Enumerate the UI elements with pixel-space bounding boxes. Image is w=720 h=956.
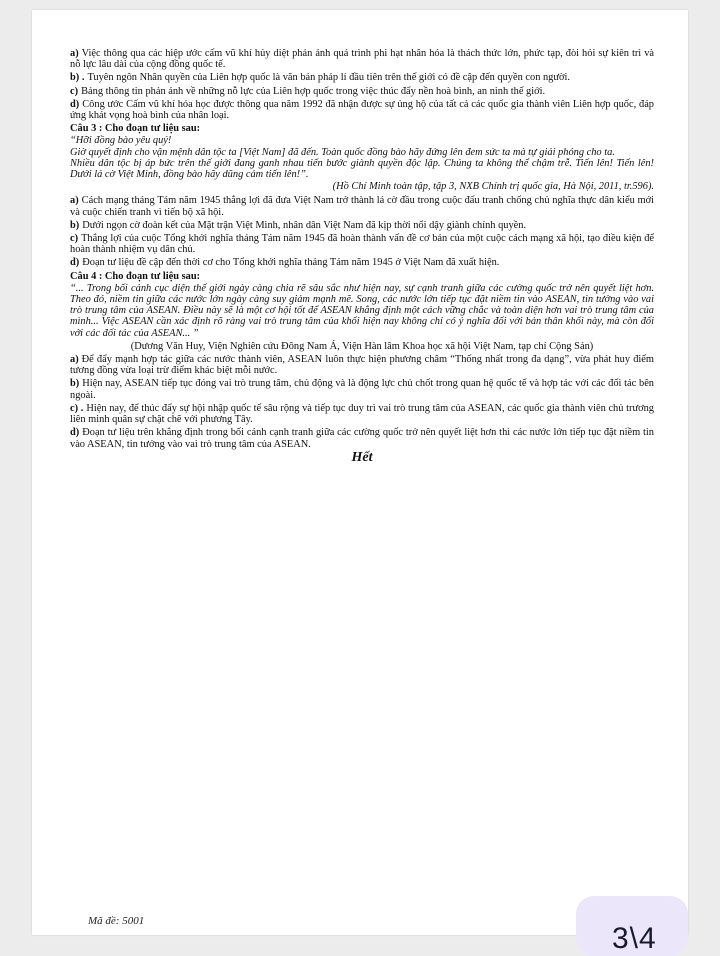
q3-quote-line: “Hỡi đồng bào yêu quý! <box>70 135 172 147</box>
exam-code-footer: Mã đề: 5001 <box>88 915 145 927</box>
q3-quote-line: Giờ quyết định cho vận mệnh dân tộc ta [Việt Nam] đã đến. Toàn quốc đồng bào hãy đứng lên đem sức ta mà tự giải phóng cho ta. <box>70 146 615 158</box>
q4-option-b: b) Hiện nay, ASEAN tiếp tục đóng vai trò trung tâm, chủ động và là động lực chủ chốt trong quan hệ quốc tế và hợp tác với các đối tác bên ngoài. <box>70 378 654 401</box>
document-page <box>32 10 688 935</box>
document-content <box>70 48 654 463</box>
end-marker: Hết <box>351 449 373 465</box>
page-indicator-label: 3\4 <box>612 922 657 955</box>
q4-source: (Dương Văn Huy, Viện Nghiên cứu Đông Nam Á, Viện Hàn lâm Khoa học xã hội Việt Nam, tạp chí Cộng Sản) <box>130 340 594 352</box>
q3-option-c: c) Thắng lợi của cuộc Tổng khởi nghĩa tháng Tám năm 1945 đã hoàn thành vấn đề cơ bản của một cuộc cách mạng xã hội, tạo điều kiện để hoàn thành nhiệm vụ dân chủ. <box>70 233 654 256</box>
q3-title: Câu 3 : Cho đoạn tư liệu sau: <box>70 123 201 135</box>
q4-option-c: c) . Hiện nay, để thúc đẩy sự hội nhập quốc tế sâu rộng và tiếp tục duy trì vai trò trung tâm của ASEAN, các quốc gia thành viên chủ trương liên minh quân sự chặt chẽ với phương Tây. <box>70 402 654 426</box>
q2-option-d: d) Công ước Cấm vũ khí hóa học được thông qua năm 1992 đã nhận được sự ủng hộ của tất cả các quốc gia thành viên Liên hợp quốc, đáp ứng khát vọng hoà bình của nhân loại. <box>70 98 654 122</box>
q3-quote-line: Nhiều dân tộc bị áp bức trên thế giới đang ganh nhau tiến bước giành quyền độc lập. Chúng ta không thể chậm trễ. Tiến lên! Tiến lên! Dưới lá cờ Việt Minh, đồng bào hãy dũng cảm tiến lên!”. <box>70 157 654 181</box>
page-indicator[interactable] <box>576 896 688 956</box>
q3-source: (Hồ Chí Minh toàn tập, tập 3, NXB Chính trị quốc gia, Hà Nội, 2011, tr.596). <box>332 181 654 193</box>
q2-option-a: a) Việc thông qua các hiệp ước cấm vũ khí hủy diệt phản ánh quá trình phi hạt nhân hóa là thách thức lớn, phức tạp, đòi hỏi sự kiên trì và nỗ lực lâu dài của cộng đồng quốc tế. <box>70 48 654 71</box>
q2-option-c: c) Bảng thông tin phản ánh về những nỗ lực của Liên hợp quốc trong việc thúc đẩy nền hoà bình, an ninh thế giới. <box>70 85 546 97</box>
q3-option-b: b) Dưới ngọn cờ đoàn kết của Mặt trận Việt Minh, nhân dân Việt Nam đã kịp thời nổi dậy giành chính quyền. <box>70 219 527 231</box>
q4-title: Câu 4 : Cho đoạn tư liệu sau: <box>70 270 201 282</box>
q4-option-d: d) Đoạn tư liệu trên khẳng định trong bối cảnh cạnh tranh giữa các cường quốc trở nên quyết liệt hơn thì các nước lớn tiếp tục đặt niềm tin vào ASEAN, tin tưởng vào vai trò trung tâm của ASEAN. <box>70 427 654 450</box>
q2-option-b: b) . Tuyên ngôn Nhân quyền của Liên hợp quốc là văn bản pháp lí đầu tiên trên thế giới có đề cập đến quyền con người. <box>70 72 570 84</box>
q4-option-a: a) Để đẩy mạnh hợp tác giữa các nước thành viên, ASEAN luôn thực hiện phương châm “Thống nhất trong đa dạng”, vừa phát huy điểm tương đồng vừa loại trừ điểm khác biệt mỗi nước. <box>70 354 654 377</box>
q4-quote: “... Trong bối cảnh cục diện thế giới ngày càng chia rẽ sâu sắc như hiện nay, sự cạnh tranh giữa các cường quốc trở nên quyết liệt hơn. Theo đó, niềm tin giữa các nước lớn ngày càng suy giảm mạnh mẽ. Song, các nước lớn tiếp tục đặt niềm tin vào ASEAN, tin tưởng vào vai trò trung tâm của ASEAN. Điều này sẽ là một cơ hội tốt để ASEAN khẳng định một cách vững chắc và toàn diện hơn vai trò trung tâm của mình... Việc ASEAN cần xác định rõ ràng vai trò trung tâm của khối hiện nay không chỉ có ý nghĩa đối với bản thân khối này, mà còn đối với các đối tác của ASEAN... ” <box>70 282 654 339</box>
q3-option-a: a) Cách mạng tháng Tám năm 1945 thắng lợi đã đưa Việt Nam trở thành lá cờ đầu trong cuộc đấu tranh chống chủ nghĩa thực dân kiểu mới và cuộc chiến tranh vì tiến bộ xã hội. <box>70 195 654 218</box>
q3-option-d: d) Đoạn tư liệu đề cập đến thời cơ cho Tổng khởi nghĩa tháng Tám năm 1945 ở Việt Nam đã xuất hiện. <box>70 257 500 269</box>
